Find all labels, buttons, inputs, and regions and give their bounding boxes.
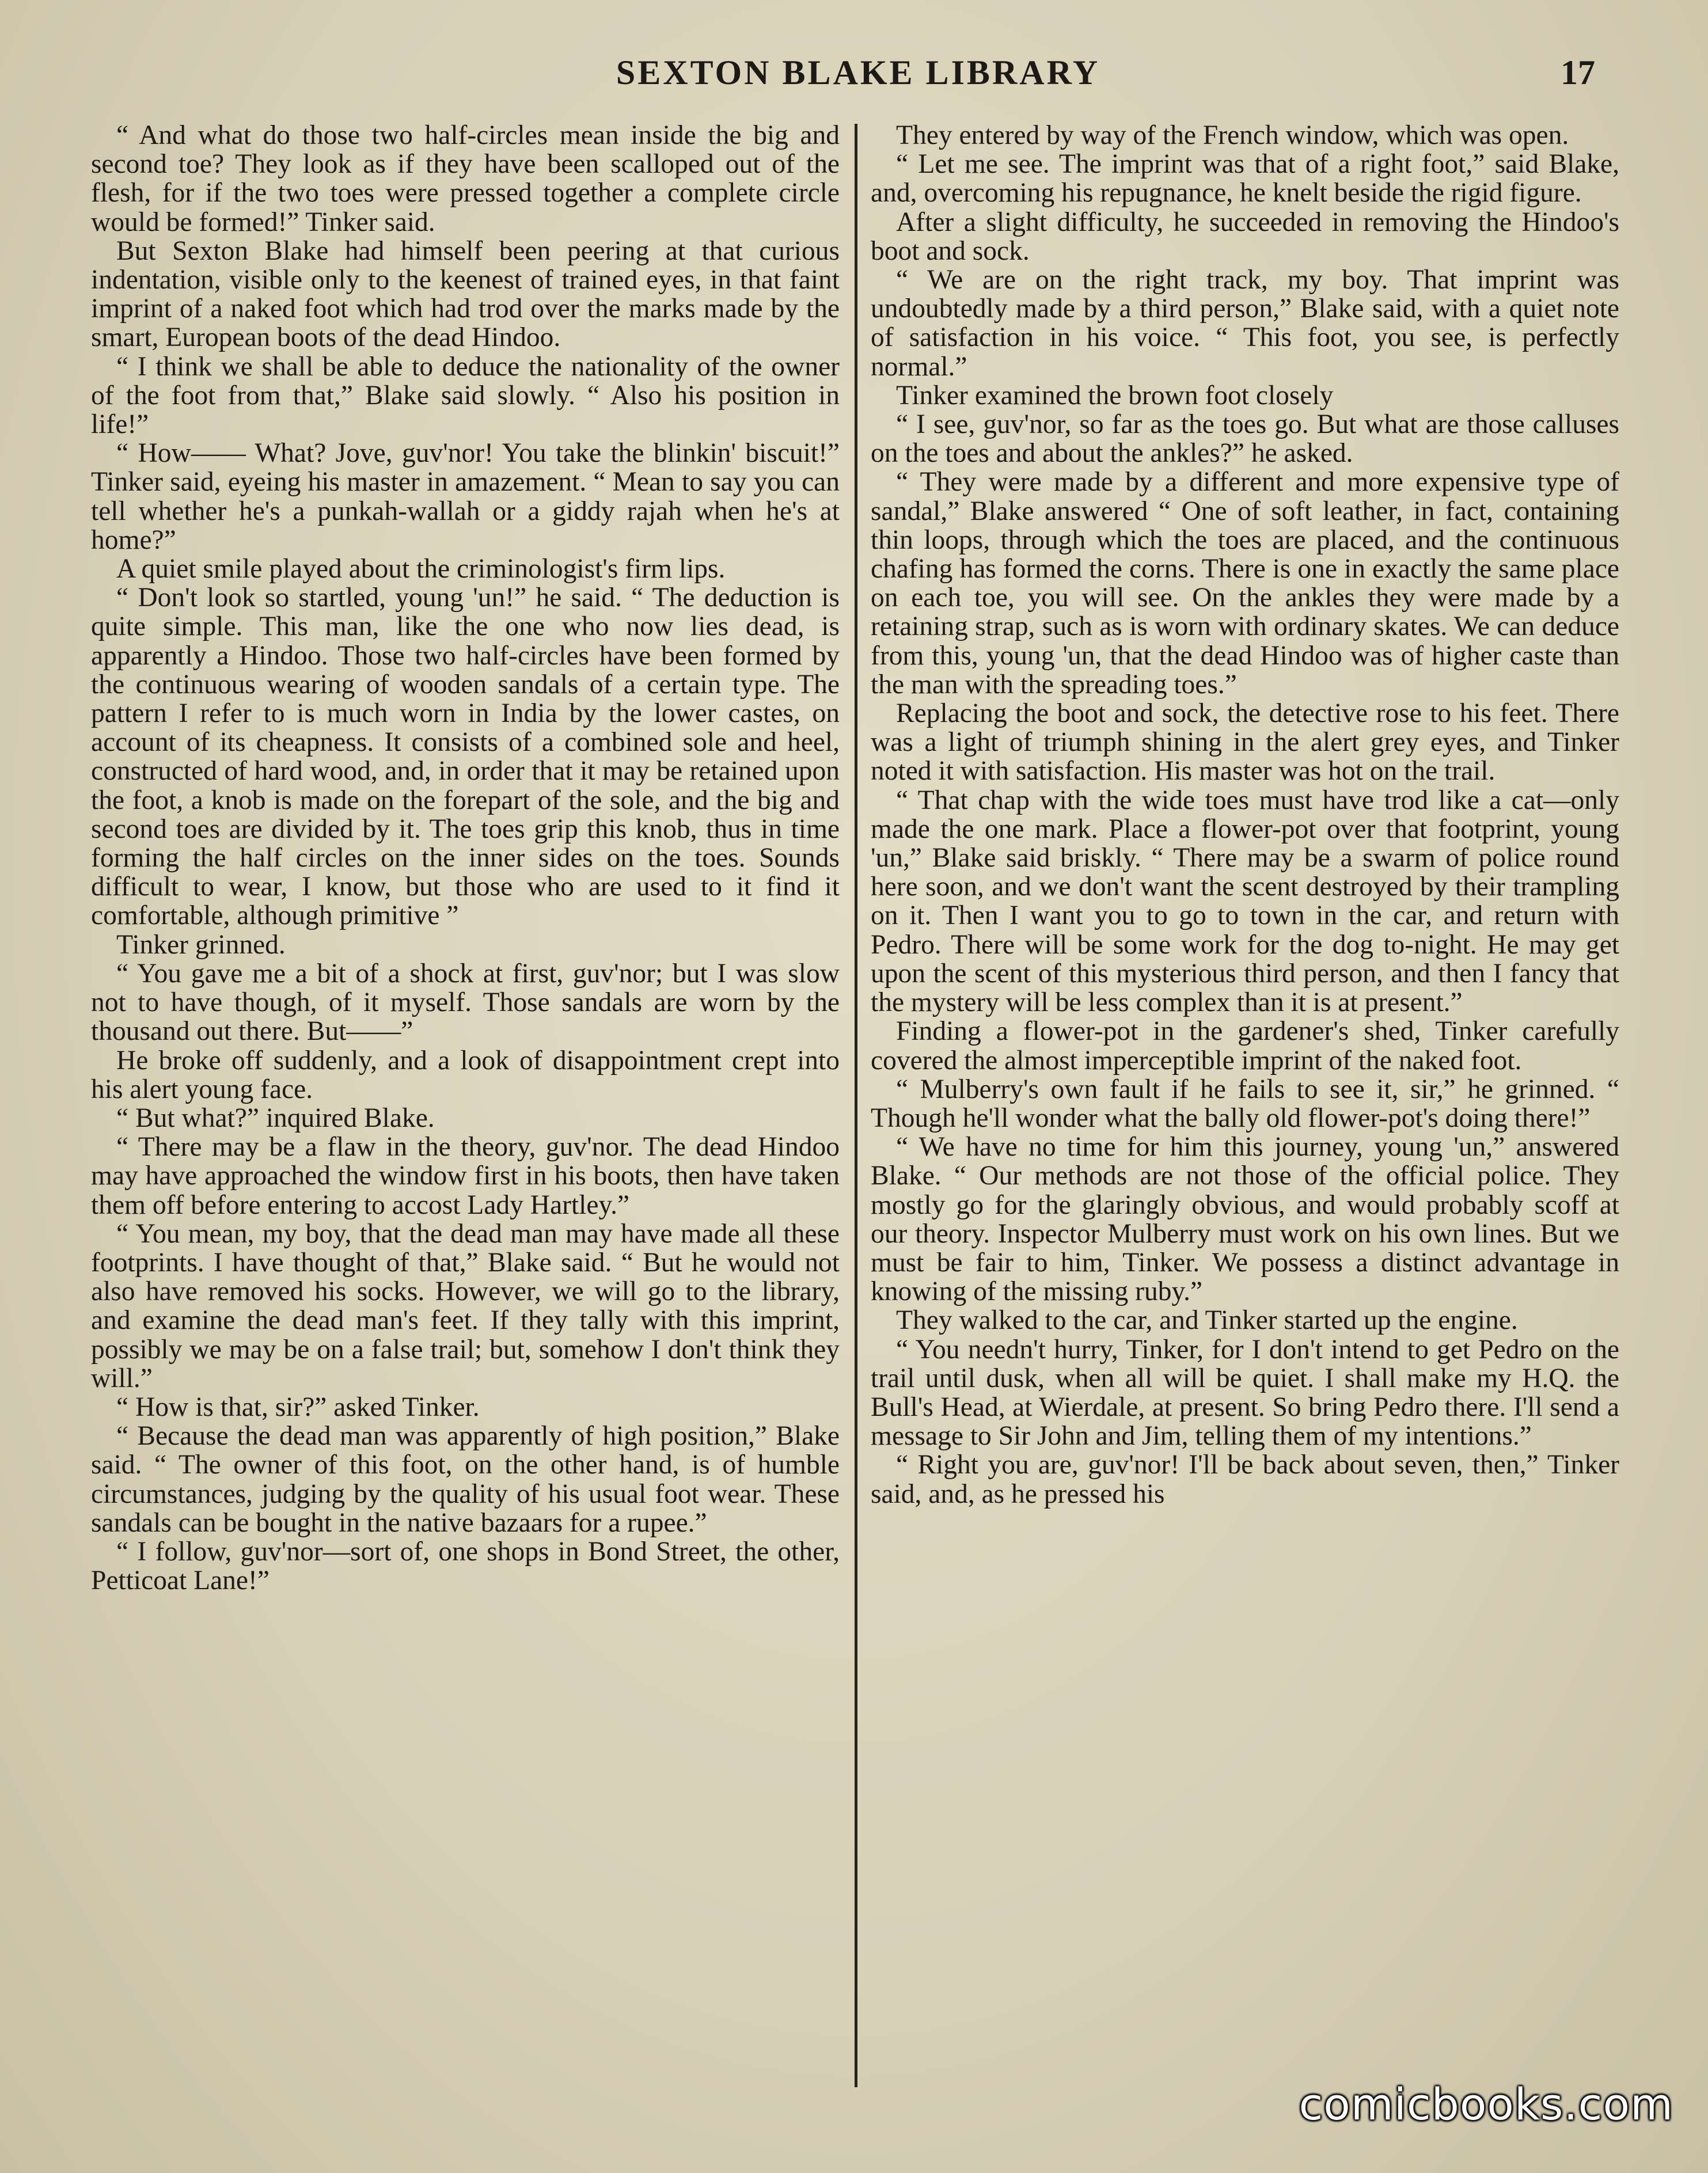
paragraph: “ Right you are, guv'nor! I'll be back about seven, then,” Tinker said, and, as he pressed his (871, 1450, 1619, 1509)
text-column-right (871, 121, 1619, 1509)
paragraph: He broke off suddenly, and a look of disappointment crept into his alert young face. (91, 1045, 840, 1104)
paragraph: “ Mulberry's own fault if he fails to see it, sir,” he grinned. “ Though he'll wonder what the bally old flower-pot's doing there!” (871, 1074, 1619, 1133)
paragraph: Tinker examined the brown foot closely (896, 380, 1334, 411)
paragraph: They entered by way of the French window, which was open. (896, 120, 1569, 150)
column-divider (855, 124, 857, 2087)
page-number: 17 (1561, 54, 1595, 92)
text-column-left (91, 121, 840, 1595)
paragraph: “ Because the dead man was apparently of high position,” Blake said. “ The owner of this foot, on the other hand, is of humble circumstances, judging by the quality of his usual foot wear. These sandals can be bought in the native bazaars for a rupee.” (91, 1421, 840, 1538)
paragraph: “ That chap with the wide toes must have trod like a cat—only made the one mark. Place a flower-pot over that footprint, young 'un,” Blake said briskly. “ There may be a swarm of police round here soon, and we don't want the scent destroyed by their trampling on it. Then I want you to go to town in the car, and return with Pedro. There will be some work for the dog to-night. He may get upon the scent of this mysterious third person, and then I fancy that the mystery will be less complex than it is at present.” (871, 785, 1619, 1018)
paragraph: “ But what?” inquired Blake. (116, 1103, 435, 1133)
paragraph: A quiet smile played about the criminologist's firm lips. (116, 554, 726, 584)
paragraph: “ You gave me a bit of a shock at first, guv'nor; but I was slow not to have though, of it myself. Those sandals are worn by the thousand out there. But——” (91, 958, 840, 1047)
paragraph: “ We are on the right track, my boy. That imprint was undoubtedly made by a third person,” Blake said, with a quiet note of satisfaction in his voice. “ This foot, you see, is perfectly normal.” (871, 265, 1619, 382)
paragraph: Tinker grinned. (116, 929, 286, 960)
paragraph: “ I see, guv'nor, so far as the toes go. But what are those calluses on the toes and about the ankles?” he asked. (871, 409, 1619, 469)
paragraph: “ There may be a flaw in the theory, guv'nor. The dead Hindoo may have approached the window first in his boots, then have taken them off before entering to accost Lady Hartley.” (91, 1132, 840, 1220)
running-title: SEXTON BLAKE LIBRARY (616, 54, 1100, 92)
paragraph: Replacing the boot and sock, the detective rose to his feet. There was a light of triumph shining in the alert grey eyes, and Tinker noted it with satisfaction. His master was hot on the trail. (871, 698, 1619, 787)
paragraph: Finding a flower-pot in the gardener's shed, Tinker carefully covered the almost imperceptible imprint of the naked foot. (871, 1016, 1619, 1076)
paragraph: “ I follow, guv'nor—sort of, one shops in Bond Street, the other, Petticoat Lane!” (91, 1536, 840, 1596)
paragraph: “ How—— What? Jove, guv'nor! You take the blinkin' biscuit!” Tinker said, eyeing his master in amazement. “ Mean to say you can tell whether he's a punkah-wallah or a giddy rajah when he's at home?” (91, 438, 840, 555)
paragraph: They walked to the car, and Tinker started up the engine. (896, 1305, 1518, 1336)
paragraph: “ We have no time for him this journey, young 'un,” answered Blake. “ Our methods are not those of the official police. They mostly go for the glaringly obvious, and would probably scoff at our theory. Inspector Mulberry must work on his own lines. But we must be fair to him, Tinker. We possess a distinct advantage in knowing of the missing ruby.” (871, 1132, 1619, 1307)
paragraph: But Sexton Blake had himself been peering at that curious indentation, visible only to the keenest of trained eyes, in that faint imprint of a naked foot which had trod over the marks made by the smart, European boots of the dead Hindoo. (91, 235, 840, 353)
page-header (86, 53, 1630, 99)
paragraph: “ You mean, my boy, that the dead man may have made all these footprints. I have thought of that,” Blake said. “ But he would not also have removed his socks. However, we will go to the library, and examine the dead man's feet. If they tally with this imprint, possibly we may be on a false trail; but, somehow I don't think they will.” (91, 1218, 840, 1393)
paragraph: “ You needn't hurry, Tinker, for I don't intend to get Pedro on the trail until dusk, when all will be quiet. I shall make my H.Q. the Bull's Head, at Wierdale, at present. So bring Pedro there. I'll send a message to Sir John and Jim, telling them of my intentions.” (871, 1334, 1619, 1452)
paragraph: After a slight difficulty, he succeeded in removing the Hindoo's boot and sock. (871, 207, 1619, 266)
paragraph: “ And what do those two half-circles mean inside the big and second toe? They look as if they have been scalloped out of the flesh, for if the two toes were pressed together a complete circle would be formed!” Tinker said. (91, 120, 840, 237)
paragraph: “ Let me see. The imprint was that of a right foot,” said Blake, and, overcoming his repugnance, he knelt beside the rigid figure. (871, 149, 1619, 208)
site-watermark: comicbooks.com (1299, 2079, 1673, 2130)
paragraph: “ How is that, sir?” asked Tinker. (116, 1392, 480, 1422)
paragraph: “ Don't look so startled, young 'un!” he said. “ The deduction is quite simple. This man, like the one who now lies dead, is apparently a Hindoo. Those two half-circles have been formed by the continuous wearing of wooden sandals of a certain type. The pattern I refer to is much worn in India by the lower castes, on account of its cheapness. It consists of a combined sole and heel, constructed of hard wood, and, in order that it may be retained upon the foot, a knob is made on the forepart of the sole, and the big and second toes are divided by it. The toes grip this knob, thus in time forming the half circles on the inner sides on the toes. Sounds difficult to wear, I know, but those who are used to it find it comfortable, although primitive ” (91, 583, 840, 931)
paragraph: “ They were made by a different and more expensive type of sandal,” Blake answered “ One of soft leather, in fact, containing thin loops, through which the toes are placed, and the continuous chafing has formed the corns. There is one in exactly the same place on each toe, you will see. On the ankles they were made by a retaining strap, such as is worn with ordinary skates. We can deduce from this, young 'un, that the dead Hindoo was of higher caste than the man with the spreading toes.” (871, 467, 1619, 700)
paragraph: “ I think we shall be able to deduce the nationality of the owner of the foot from that,” Blake said slowly. “ Also his position in life!” (91, 351, 840, 440)
